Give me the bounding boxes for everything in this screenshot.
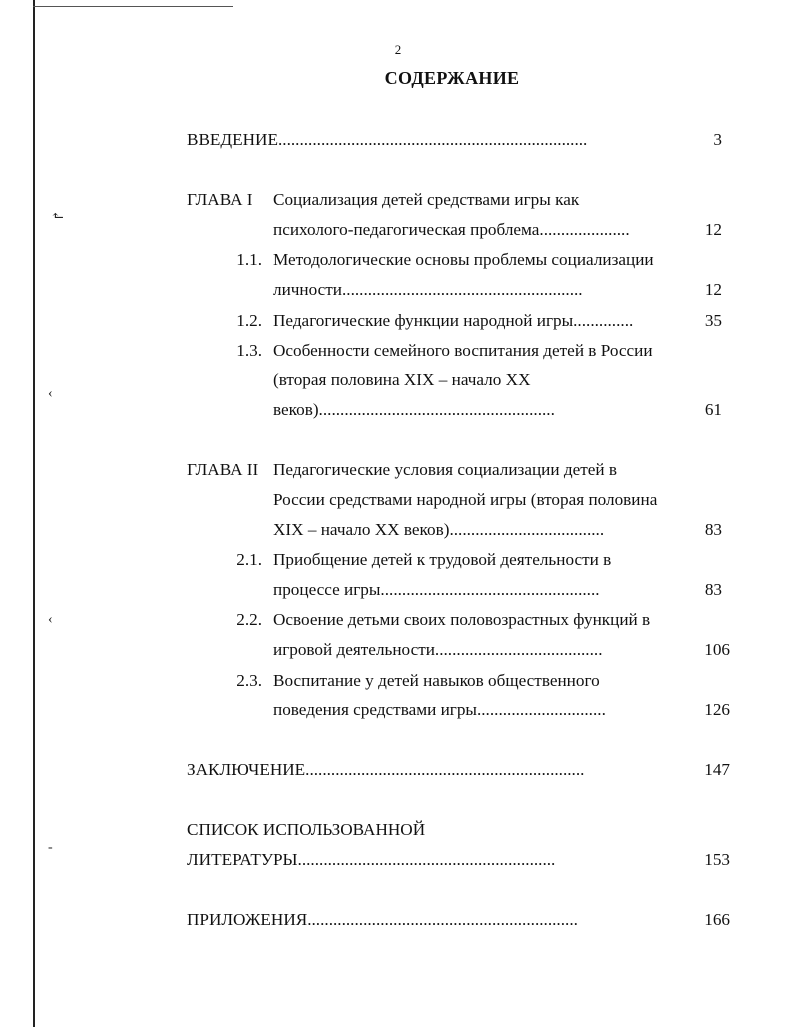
toc-entry-bibliography-cont: ЛИТЕРАТУРЫ............................................................ <box>187 850 556 869</box>
toc-page-chapter-1: 12 <box>704 220 722 239</box>
toc-entry-bibliography: СПИСОК ИСПОЛЬЗОВАННОЙ <box>187 820 426 839</box>
toc-entry-2-2: Освоение детьми своих половозрастных функций в <box>273 610 651 629</box>
toc-entry-chapter-2: Педагогические условия социализации детей в <box>273 460 617 479</box>
toc-page-2-1: 83 <box>704 580 722 599</box>
toc-section-number: 1.1. <box>236 250 262 269</box>
toc-page-introduction: 3 <box>713 130 722 149</box>
toc-page-chapter-2: 83 <box>704 520 722 539</box>
toc-entry-introduction: ВВЕДЕНИЕ........................................................................ <box>187 130 588 149</box>
toc-page-2-3: 126 <box>704 700 730 719</box>
toc-page-conclusion: 147 <box>704 760 730 779</box>
toc-chapter-label: ГЛАВА I <box>187 190 253 209</box>
toc-entry-1-2: Педагогические функции народной игры.............. <box>273 311 634 330</box>
toc-page-1-1: 12 <box>704 280 722 299</box>
toc-entry-2-1: Приобщение детей к трудовой деятельности в <box>273 550 612 569</box>
page-number: 2 <box>394 42 402 57</box>
toc-page-2-2: 106 <box>704 640 730 659</box>
toc-section-number: 1.2. <box>236 311 262 330</box>
page-top-border <box>33 6 233 7</box>
scan-mark-icon: ‹ <box>48 386 53 401</box>
toc-entry-chapter-2-cont: России средствами народной игры (вторая половина <box>273 490 658 509</box>
toc-entry-1-3-cont2: веков)....................................................... <box>273 400 555 419</box>
scan-mark-icon: ⬑ <box>52 209 64 224</box>
toc-entry-2-2-cont: игровой деятельности....................................... <box>273 640 603 659</box>
scan-mark-icon: ‐ <box>48 840 53 855</box>
page-title: СОДЕРЖАНИЕ <box>384 68 520 88</box>
scan-mark-icon: ‹ <box>48 612 53 627</box>
toc-chapter-label: ГЛАВА II <box>187 460 259 479</box>
toc-entry-2-1-cont: процессе игры................................................... <box>273 580 600 599</box>
toc-entry-chapter-1-cont: психолого-педагогическая проблема..................... <box>273 220 630 239</box>
toc-entry-1-3: Особенности семейного воспитания детей в России <box>273 341 653 360</box>
toc-entry-1-1: Методологические основы проблемы социализации <box>273 250 654 269</box>
toc-section-number: 2.2. <box>236 610 262 629</box>
page-left-border <box>33 0 35 1027</box>
toc-entry-2-3-cont: поведения средствами игры.............................. <box>273 700 606 719</box>
toc-section-number: 1.3. <box>236 341 262 360</box>
toc-page-1-3: 61 <box>704 400 722 419</box>
toc-entry-chapter-1: Социализация детей средствами игры как <box>273 190 580 209</box>
toc-page-1-2: 35 <box>704 311 722 330</box>
toc-entry-1-3-cont: (вторая половина XIX – начало XX <box>273 370 531 389</box>
toc-entry-chapter-2-cont2: XIX – начало XX веков).................................... <box>273 520 605 539</box>
toc-entry-appendices: ПРИЛОЖЕНИЯ............................................................... <box>187 910 578 929</box>
toc-entry-1-1-cont: личности........................................................ <box>273 280 583 299</box>
toc-section-number: 2.1. <box>236 550 262 569</box>
toc-page-appendices: 166 <box>704 910 730 929</box>
toc-page-bibliography: 153 <box>704 850 730 869</box>
toc-entry-conclusion: ЗАКЛЮЧЕНИЕ................................................................. <box>187 760 585 779</box>
toc-entry-2-3: Воспитание у детей навыков общественного <box>273 671 600 690</box>
toc-section-number: 2.3. <box>236 671 262 690</box>
